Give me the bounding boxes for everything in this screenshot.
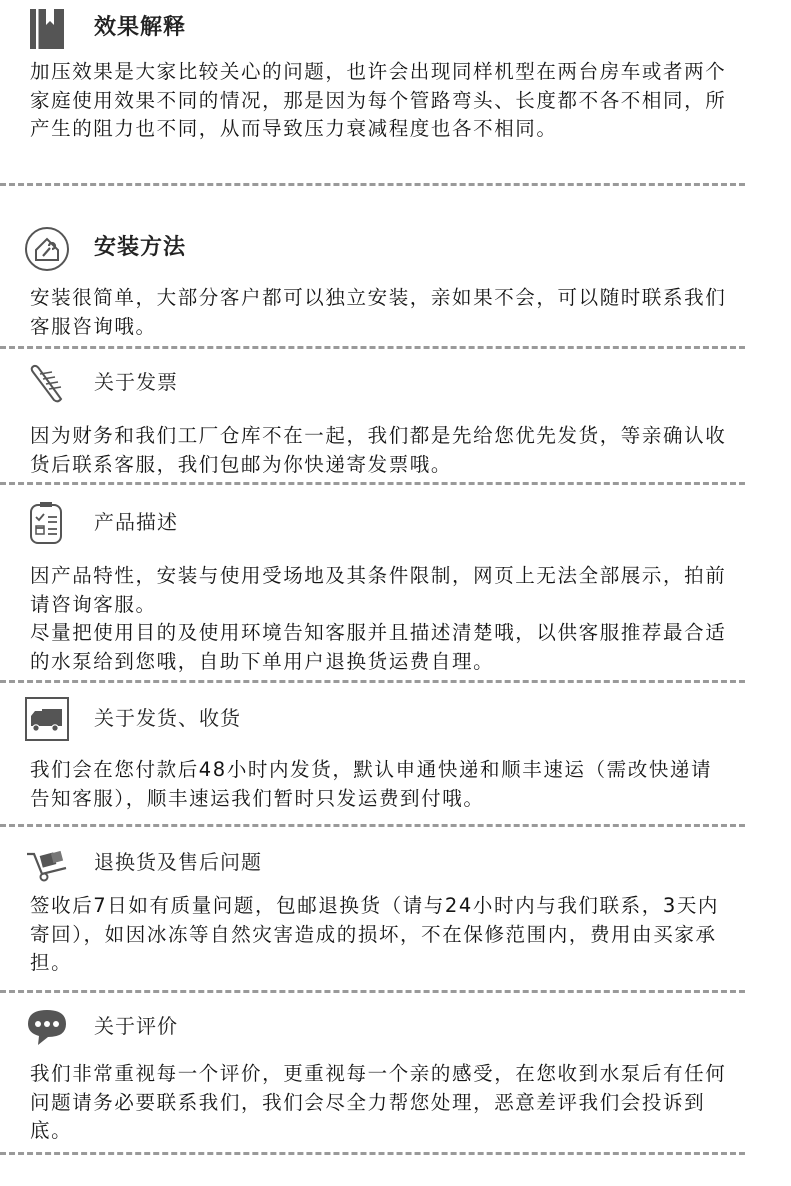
section-title: 效果解释	[94, 15, 187, 40]
section-header	[0, 834, 791, 890]
divider	[0, 680, 745, 683]
delivery-truck-icon	[24, 696, 70, 742]
paragraph: 签收后7日如有质量问题，包邮退换货（请与24小时内与我们联系，3天内寄回），如因冰冻等自然灾害造成的损坏，不在保修范围内，费用由买家承担。	[30, 894, 720, 974]
divider	[0, 183, 745, 186]
section-body	[30, 892, 730, 978]
paragraph: 尽量把使用目的及使用环境告知客服并且描述清楚哦，以供客服推荐最合适的水泵给到您哦，自助下单用户退换货运费自理。	[30, 621, 727, 673]
divider	[0, 482, 745, 485]
section-title: 关于发票	[94, 370, 178, 394]
divider	[0, 346, 745, 349]
bookmark-book-icon	[24, 6, 70, 52]
paragraph: 我们非常重视每一个评价，更重视每一个亲的感受，在您收到水泵后有任何问题请务必要联系我们，我们会尽全力帮您处理，恶意差评我们会投诉到底。	[30, 1062, 727, 1142]
speech-bubble-icon	[24, 1004, 70, 1050]
paragraph: 因为财务和我们工厂仓库不在一起，我们都是先给您优先发货，等亲确认收货后联系客服，我们包邮为你快递寄发票哦。	[30, 424, 727, 476]
section-title: 产品描述	[94, 510, 178, 534]
section-header	[0, 0, 791, 56]
divider	[0, 990, 745, 993]
divider	[0, 1152, 745, 1155]
house-wrench-icon	[24, 226, 70, 272]
section-title: 退换货及售后问题	[94, 850, 262, 874]
section-body	[30, 756, 730, 813]
scroll-icon	[24, 360, 70, 406]
section-body	[30, 58, 730, 144]
section-title: 关于评价	[94, 1014, 178, 1038]
section-body	[30, 422, 730, 479]
checklist-clipboard-icon	[24, 500, 70, 546]
divider	[0, 824, 745, 827]
section-header	[0, 220, 791, 276]
section-body	[30, 1060, 730, 1146]
section-title: 安装方法	[94, 235, 187, 260]
section-header	[0, 690, 791, 746]
section-header	[0, 354, 791, 410]
paragraph: 我们会在您付款后48小时内发货，默认申通快递和顺丰速运（需改快递请告知客服），顺丰速运我们暂时只发运费到付哦。	[30, 758, 713, 810]
paragraph: 加压效果是大家比较关心的问题，也许会出现同样机型在两台房车或者两个家庭使用效果不同的情况，那是因为每个管路弯头、长度都不各不相同，所产生的阻力也不同，从而导致压力衰减程度也各不相同。	[30, 60, 727, 140]
section-header	[0, 998, 791, 1054]
section-body	[30, 562, 730, 676]
section-header	[0, 494, 791, 550]
section-title: 关于发货、收货	[94, 706, 241, 730]
hand-truck-icon	[24, 840, 70, 886]
paragraph: 安装很简单，大部分客户都可以独立安装，亲如果不会，可以随时联系我们客服咨询哦。	[30, 286, 727, 338]
paragraph: 因产品特性，安装与使用受场地及其条件限制，网页上无法全部展示，拍前请咨询客服。	[30, 564, 727, 616]
section-body	[30, 284, 730, 341]
